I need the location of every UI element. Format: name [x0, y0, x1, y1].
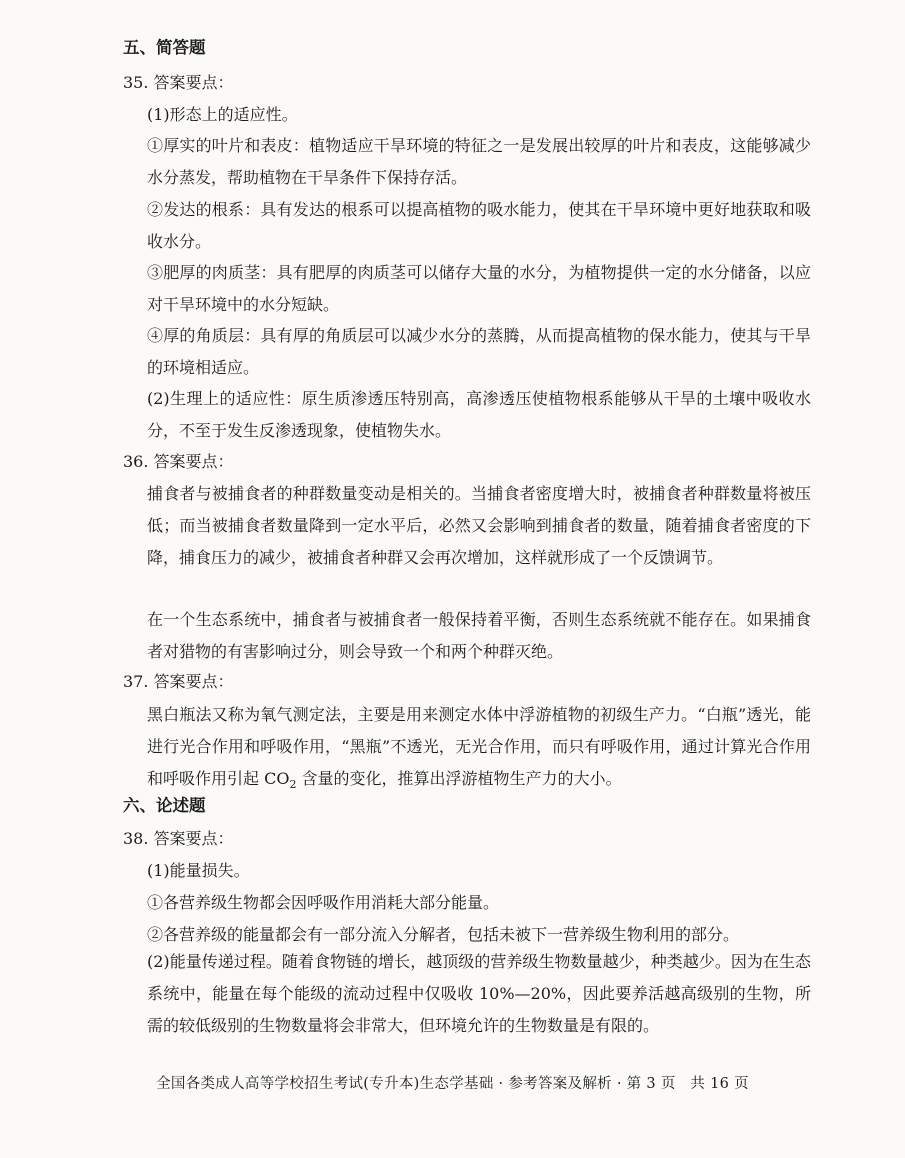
q38-point-1: (1)能量损失。 — [147, 861, 250, 880]
q37-text-a: 黑白瓶法又称为氧气测定法，主要是用来测定水体中浮游植物的初级生产力。“白瓶”透光，能进行光合作用和呼吸作用，“黑瓶”不透光，无光合作用，而只有呼吸作用，通过计算光合作用和呼吸作用引起 CO — [147, 705, 811, 788]
q36-label: 36. 答案要点： — [123, 452, 234, 471]
q38-point-4: (2)能量传递过程。随着食物链的增长，越顶级的营养级生物数量越少，种类越少。因为在生态系统中，能量在每个能级的流动过程中仅吸收 10%—20%，因此要养活越高级别的生物，所需的较低级别的生物数量将会非常大，但环境允许的生物数量是有限的。 — [147, 952, 811, 1035]
q35-point-6: (2)生理上的适应性：原生质渗透压特别高，高渗透压使植物根系能够从干旱的土壤中吸收水分，不至于发生反渗透现象，使植物失水。 — [147, 389, 811, 440]
q38-point-2: ①各营养级生物都会因呼吸作用消耗大部分能量。 — [147, 893, 500, 912]
q35-point-4: ③肥厚的肉质茎：具有肥厚的肉质茎可以储存大量的水分，为植物提供一定的水分储备，以应对干旱环境中的水分短缺。 — [147, 263, 811, 314]
page-footer: 全国各类成人高等学校招生考试(专升本)生态学基础 · 参考答案及解析 · 第 3 页 共 16 页 — [156, 1076, 749, 1092]
q37-paragraph — [147, 699, 811, 801]
q35-label: 35. 答案要点： — [123, 73, 234, 92]
q36-paragraph-1: 捕食者与被捕食者的种群数量变动是相关的。当捕食者密度增大时，被捕食者种群数量将被压低；而当被捕食者数量降到一定水平后，必然又会影响到捕食者的数量，随着捕食者密度的下降，捕食压力的减少，被捕食者种群又会再次增加，这样就形成了一个反馈调节。 — [147, 484, 811, 567]
q35-point-2: ①厚实的叶片和表皮：植物适应干旱环境的特征之一是发展出较厚的叶片和表皮，这能够减少水分蒸发，帮助植物在干旱条件下保持存活。 — [147, 136, 811, 187]
co2-subscript: 2 — [289, 778, 297, 792]
q37-label: 37. 答案要点： — [123, 672, 234, 691]
q35-point-5: ④厚的角质层：具有厚的角质层可以减少水分的蒸腾，从而提高植物的保水能力，使其与干旱的环境相适应。 — [147, 326, 811, 377]
q35-point-3: ②发达的根系：具有发达的根系可以提高植物的吸水能力，使其在干旱环境中更好地获取和吸收水分。 — [147, 200, 811, 251]
q35-point-1: (1)形态上的适应性。 — [147, 105, 298, 124]
q38-point-3: ②各营养级的能量都会有一部分流入分解者，包括未被下一营养级生物利用的部分。 — [147, 925, 740, 944]
q37-text-b: 含量的变化，推算出浮游植物生产力的大小。 — [296, 769, 622, 788]
q38-label: 38. 答案要点： — [123, 829, 234, 848]
section-6-title: 六、论述题 — [123, 796, 206, 815]
section-5-title: 五、简答题 — [123, 38, 206, 57]
q36-paragraph-2: 在一个生态系统中，捕食者与被捕食者一般保持着平衡，否则生态系统就不能存在。如果捕食者对猎物的有害影响过分，则会导致一个和两个种群灭绝。 — [147, 610, 811, 661]
